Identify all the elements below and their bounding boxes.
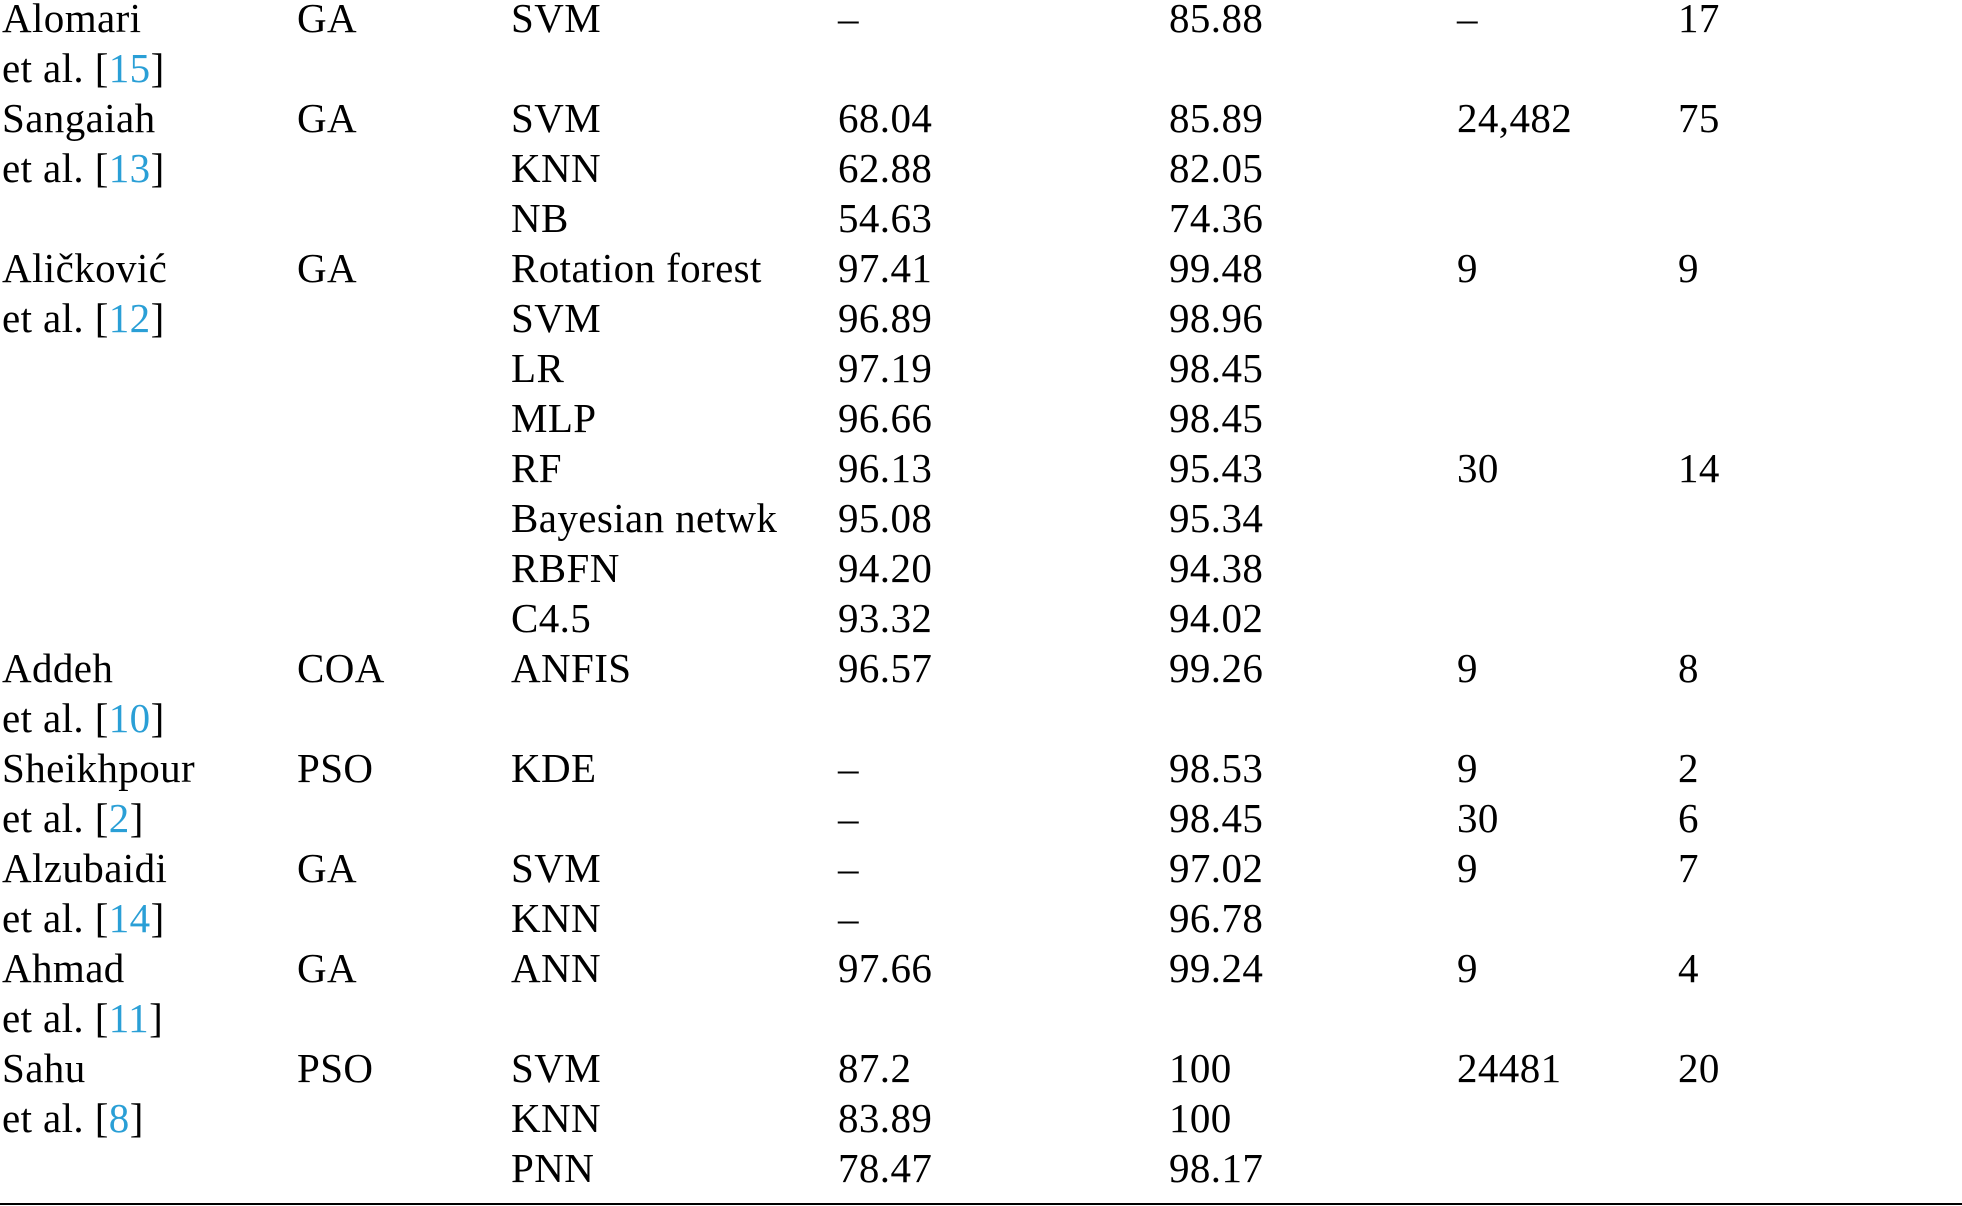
value-cell-1: 87.2 (838, 1045, 912, 1091)
reference-link[interactable]: 11 (108, 995, 150, 1041)
value-cell-1: 93.32 (838, 595, 933, 641)
value-cell-1: 62.88 (838, 145, 933, 191)
value-cell-2: 95.34 (1169, 495, 1264, 541)
author-text: et al. [ (2, 145, 109, 191)
value-cell-4: 6 (1678, 795, 1699, 841)
value-cell-4: 4 (1678, 945, 1699, 991)
reference-bracket: ] (150, 895, 165, 941)
optimizer-cell: GA (297, 845, 358, 891)
table-row (0, 893, 1962, 943)
value-cell-4: 75 (1678, 95, 1720, 141)
value-cell-2: 99.24 (1169, 945, 1264, 991)
value-cell-1: 94.20 (838, 545, 933, 591)
table-bottom-rule (0, 1203, 1962, 1205)
author-text: Sangaiah (2, 95, 156, 141)
value-cell-4: 9 (1678, 245, 1699, 291)
value-cell-2: 94.02 (1169, 595, 1264, 641)
author-text: et al. [ (2, 295, 109, 341)
classifier-cell: C4.5 (511, 595, 592, 641)
author-cell (2, 293, 165, 343)
value-cell-1: 97.19 (838, 345, 933, 391)
table-row (0, 643, 1962, 693)
value-cell-1: 96.13 (838, 445, 933, 491)
value-cell-2: 96.78 (1169, 895, 1264, 941)
value-cell-2: 85.89 (1169, 95, 1264, 141)
value-cell-3: 24,482 (1457, 95, 1573, 141)
author-cell (2, 993, 163, 1043)
value-cell-4: 17 (1678, 0, 1720, 41)
table-row (0, 693, 1962, 743)
author-text: Alzubaidi (2, 845, 168, 891)
table-row (0, 243, 1962, 293)
table-row (0, 293, 1962, 343)
value-cell-1: 97.66 (838, 945, 933, 991)
value-cell-2: 100 (1169, 1045, 1232, 1091)
optimizer-cell: PSO (297, 1045, 374, 1091)
classifier-cell: SVM (511, 295, 602, 341)
value-cell-2: 98.45 (1169, 345, 1264, 391)
classifier-cell: RF (511, 445, 562, 491)
value-cell-1: 97.41 (838, 245, 933, 291)
value-cell-1: – (838, 845, 859, 891)
author-cell (2, 843, 167, 893)
value-cell-1: 83.89 (838, 1095, 933, 1141)
author-text: Ahmad (2, 945, 125, 991)
table-row (0, 793, 1962, 843)
value-cell-1: 95.08 (838, 495, 933, 541)
table-row (0, 943, 1962, 993)
author-cell (2, 643, 113, 693)
author-cell (2, 793, 144, 843)
classifier-cell: SVM (511, 0, 602, 41)
value-cell-1: – (838, 795, 859, 841)
author-cell (2, 143, 165, 193)
reference-link[interactable]: 13 (108, 145, 151, 191)
value-cell-1: 96.89 (838, 295, 933, 341)
value-cell-2: 99.48 (1169, 245, 1264, 291)
author-text: et al. [ (2, 45, 109, 91)
reference-bracket: ] (150, 295, 165, 341)
author-text: Addeh (2, 645, 114, 691)
author-cell (2, 43, 165, 93)
table-row (0, 343, 1962, 393)
value-cell-2: 85.88 (1169, 0, 1264, 41)
author-cell (2, 93, 156, 143)
value-cell-1: – (838, 0, 859, 41)
reference-bracket: ] (150, 145, 165, 191)
author-text: Alomari (2, 0, 142, 41)
value-cell-1: 68.04 (838, 95, 933, 141)
value-cell-3: 9 (1457, 845, 1478, 891)
value-cell-2: 100 (1169, 1095, 1232, 1141)
author-cell (2, 893, 165, 943)
classifier-cell: SVM (511, 1045, 602, 1091)
value-cell-3: – (1457, 0, 1478, 41)
value-cell-4: 14 (1678, 445, 1720, 491)
author-cell (2, 1043, 86, 1093)
reference-link[interactable]: 12 (108, 295, 151, 341)
reference-bracket: ] (150, 695, 165, 741)
table-row (0, 1143, 1962, 1193)
classifier-cell: KDE (511, 745, 597, 791)
author-cell (2, 243, 167, 293)
classifier-cell: PNN (511, 1145, 595, 1191)
classifier-cell: RBFN (511, 545, 620, 591)
table-row (0, 93, 1962, 143)
value-cell-1: 78.47 (838, 1145, 933, 1191)
author-text: et al. [ (2, 695, 109, 741)
classifier-cell: ANN (511, 945, 602, 991)
reference-link[interactable]: 14 (108, 895, 151, 941)
author-text: Aličković (2, 245, 168, 291)
classifier-cell: NB (511, 195, 569, 241)
table-row (0, 393, 1962, 443)
author-text: et al. [ (2, 1095, 109, 1141)
value-cell-2: 94.38 (1169, 545, 1264, 591)
value-cell-2: 99.26 (1169, 645, 1264, 691)
value-cell-2: 98.45 (1169, 395, 1264, 441)
value-cell-2: 98.17 (1169, 1145, 1264, 1191)
table-row (0, 1093, 1962, 1143)
value-cell-4: 8 (1678, 645, 1699, 691)
table-row (0, 193, 1962, 243)
value-cell-2: 98.53 (1169, 745, 1264, 791)
optimizer-cell: GA (297, 95, 358, 141)
reference-bracket: ] (150, 45, 165, 91)
reference-link[interactable]: 15 (108, 45, 151, 91)
classifier-cell: KNN (511, 895, 602, 941)
table-row (0, 43, 1962, 93)
classifier-cell: SVM (511, 845, 602, 891)
value-cell-4: 7 (1678, 845, 1699, 891)
classifier-cell: MLP (511, 395, 597, 441)
value-cell-4: 20 (1678, 1045, 1720, 1091)
value-cell-3: 9 (1457, 645, 1478, 691)
table-row (0, 0, 1962, 43)
value-cell-3: 24481 (1457, 1045, 1562, 1091)
author-cell (2, 693, 165, 743)
table-row (0, 593, 1962, 643)
author-cell (2, 743, 195, 793)
table-row (0, 843, 1962, 893)
value-cell-1: – (838, 895, 859, 941)
reference-link[interactable]: 10 (108, 695, 151, 741)
value-cell-2: 95.43 (1169, 445, 1264, 491)
classifier-cell: Bayesian netwk (511, 495, 778, 541)
value-cell-2: 97.02 (1169, 845, 1264, 891)
classifier-cell: ANFIS (511, 645, 632, 691)
value-cell-1: 54.63 (838, 195, 933, 241)
value-cell-2: 98.45 (1169, 795, 1264, 841)
table-row (0, 493, 1962, 543)
table-row (0, 1043, 1962, 1093)
value-cell-1: – (838, 745, 859, 791)
table-row (0, 743, 1962, 793)
reference-bracket: ] (129, 795, 144, 841)
classifier-cell: KNN (511, 1095, 602, 1141)
value-cell-3: 9 (1457, 945, 1478, 991)
value-cell-3: 9 (1457, 745, 1478, 791)
value-cell-1: 96.66 (838, 395, 933, 441)
table-row (0, 993, 1962, 1043)
optimizer-cell: PSO (297, 745, 374, 791)
optimizer-cell: GA (297, 0, 358, 41)
table-row (0, 543, 1962, 593)
author-cell (2, 943, 125, 993)
classifier-cell: SVM (511, 95, 602, 141)
value-cell-4: 2 (1678, 745, 1699, 791)
value-cell-2: 74.36 (1169, 195, 1264, 241)
author-text: Sahu (2, 1045, 86, 1091)
value-cell-3: 9 (1457, 245, 1478, 291)
value-cell-2: 82.05 (1169, 145, 1264, 191)
optimizer-cell: GA (297, 245, 358, 291)
classifier-cell: Rotation forest (511, 245, 762, 291)
table-row (0, 443, 1962, 493)
author-text: et al. [ (2, 795, 109, 841)
value-cell-3: 30 (1457, 795, 1499, 841)
author-text: et al. [ (2, 995, 109, 1041)
author-text: et al. [ (2, 895, 109, 941)
value-cell-3: 30 (1457, 445, 1499, 491)
table-row (0, 143, 1962, 193)
classifier-cell: LR (511, 345, 565, 391)
classifier-cell: KNN (511, 145, 602, 191)
author-text: Sheikhpour (2, 745, 196, 791)
reference-bracket: ] (149, 995, 164, 1041)
value-cell-1: 96.57 (838, 645, 933, 691)
reference-link[interactable]: 8 (108, 1095, 130, 1141)
author-cell (2, 0, 141, 43)
value-cell-2: 98.96 (1169, 295, 1264, 341)
optimizer-cell: COA (297, 645, 385, 691)
reference-link[interactable]: 2 (108, 795, 130, 841)
reference-bracket: ] (129, 1095, 144, 1141)
author-cell (2, 1093, 144, 1143)
optimizer-cell: GA (297, 945, 358, 991)
